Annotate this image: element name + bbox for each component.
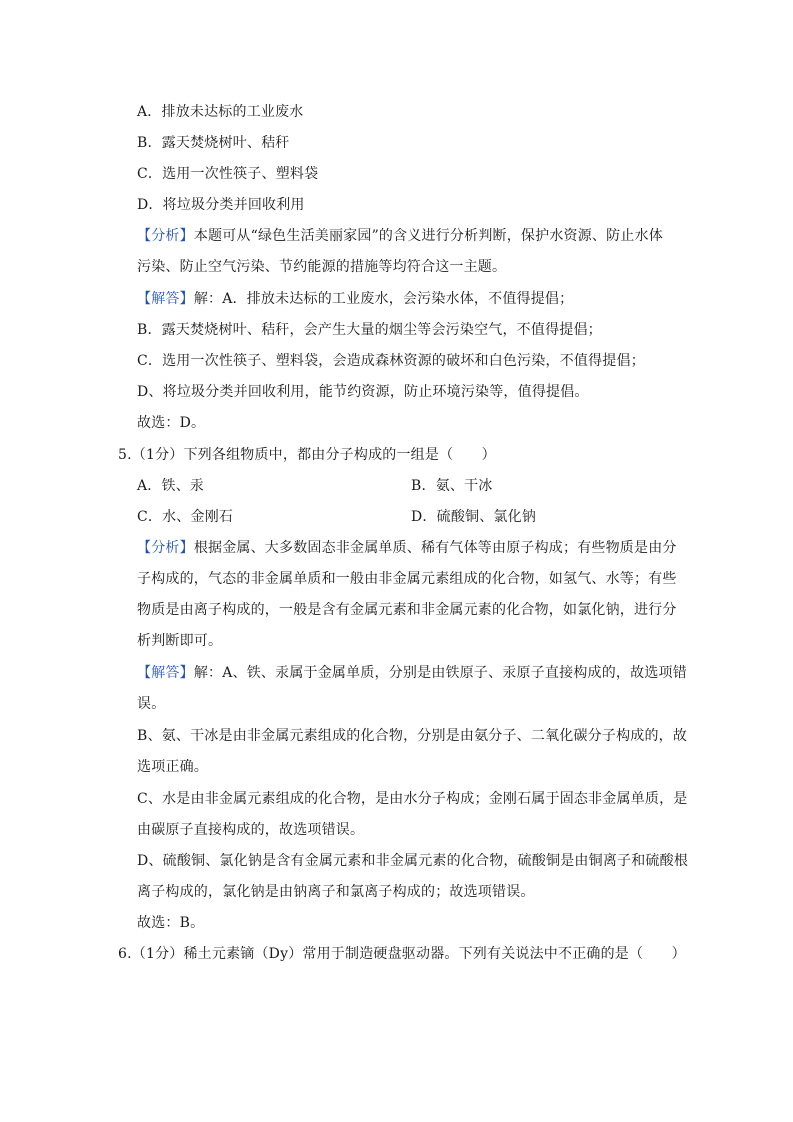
q4-analysis-line-2: 污染、防止空气污染、节约能源的措施等均符合这一主题。 xyxy=(137,259,507,275)
q4-answer-tag: 【解答】 xyxy=(137,291,194,307)
q5-answer-line-8: 离子构成的，氯化钠是由钠离子和氯离子构成的；故选项错误。 xyxy=(137,884,535,900)
q5-answer-line-1 xyxy=(137,663,687,683)
q6-stem: 6.（1分）稀土元素镝（Dy）常用于制造硬盘驱动器。下列有关说法中不正确的是（ ） xyxy=(118,946,686,962)
q4-option-a: A．排放未达标的工业废水 xyxy=(137,104,304,120)
q4-answer-text-1: 解：A．排放未达标的工业废水，会污染水体，不值得提倡； xyxy=(193,291,574,307)
q5-analysis-line-4: 析判断即可。 xyxy=(137,633,223,649)
q4-option-d: D．将垃圾分类并回收利用 xyxy=(137,197,305,213)
q4-analysis-line-1 xyxy=(137,226,663,246)
q5-analysis-tag: 【分析】 xyxy=(137,540,194,556)
q5-answer-text-1: 解：A、铁、汞属于金属单质，分别是由铁原子、汞原子直接构成的，故选项错 xyxy=(193,665,687,681)
q5-answer-line-5: C、水是由非金属元素组成的化合物，是由水分子构成；金刚石属于固态非金属单质，是 xyxy=(137,791,688,807)
q5-answer-line-3: B、氨、干冰是由非金属元素组成的化合物，分别是由氨分子、二氧化碳分子构成的，故 xyxy=(137,728,688,744)
q5-answer-line-6: 由碳原子直接构成的，故选项错误。 xyxy=(137,822,365,838)
q5-answer-line-2: 误。 xyxy=(137,696,166,712)
q5-answer-tag: 【解答】 xyxy=(137,665,194,681)
q4-analysis-tag: 【分析】 xyxy=(137,228,194,244)
q4-option-b: B．露天焚烧树叶、秸秆 xyxy=(137,135,290,151)
q5-option-b: B．氨、干冰 xyxy=(411,478,493,494)
q5-stem: 5.（1分）下列各组物质中，都由分子构成的一组是（ ） xyxy=(118,447,496,463)
q5-answer-line-7: D、硫酸铜、氯化钠是含有金属元素和非金属元素的化合物，硫酸铜是由铜离子和硫酸根 xyxy=(137,853,689,869)
q4-option-c: C．选用一次性筷子、塑料袋 xyxy=(137,166,319,182)
q4-answer-line-1 xyxy=(137,289,573,309)
q5-analysis-line-1 xyxy=(137,538,677,558)
q5-analysis-line-2: 子构成的，气态的非金属单质和一般由非金属元素组成的化合物，如氢气、水等；有些 xyxy=(137,571,677,587)
q5-analysis-text-1: 根据金属、大多数固态非金属单质、稀有气体等由原子构成；有些物质是由分 xyxy=(193,540,677,556)
q4-choice: 故选：D。 xyxy=(137,415,206,431)
q5-option-a: A．铁、汞 xyxy=(137,478,205,494)
q5-answer-line-4: 选项正确。 xyxy=(137,759,208,775)
q4-analysis-text-1: 本题可从“绿色生活美丽家园”的含义进行分析判断，保护水资源、防止水体 xyxy=(193,228,663,244)
q5-choice: 故选：B。 xyxy=(137,915,205,931)
q5-option-d: D．硫酸铜、氯化钠 xyxy=(411,509,537,525)
q4-answer-line-3: C．选用一次性筷子、塑料袋，会造成森林资源的破坏和白色污染，不值得提倡； xyxy=(137,353,645,369)
q5-option-c: C．水、金刚石 xyxy=(137,509,234,525)
q5-analysis-line-3: 物质是由离子构成的，一般是含有金属元素和非金属元素的化合物，如氯化钠，进行分 xyxy=(137,602,677,618)
q4-answer-line-2: B．露天焚烧树叶、秸秆，会产生大量的烟尘等会污染空气，不值得提倡； xyxy=(137,322,602,338)
q4-answer-line-4: D、将垃圾分类并回收利用，能节约资源，防止环境污染等，值得提倡。 xyxy=(137,384,589,400)
